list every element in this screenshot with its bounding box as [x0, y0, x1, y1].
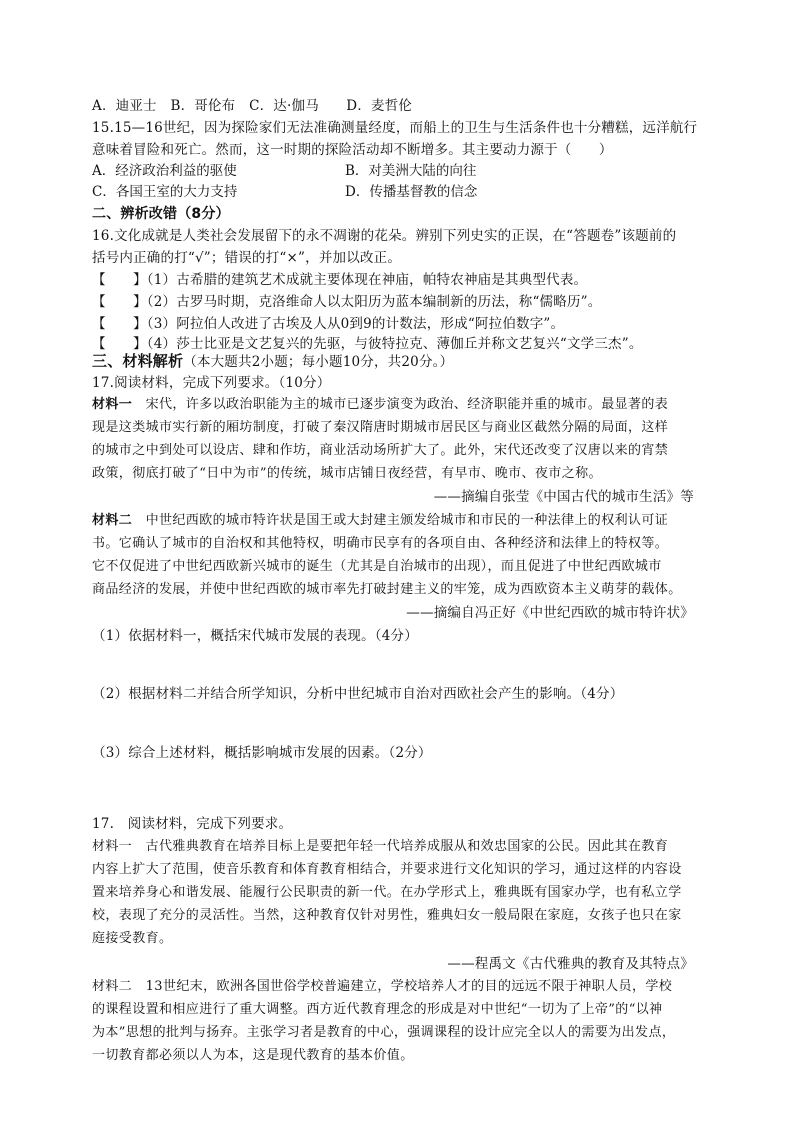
material2-line2: 书。它确认了城市的自治权和其他特权，明确市民享有的各项自由、各种经济和法律上的特权等。	[92, 536, 669, 551]
material2-line3: 它不仅促进了中世纪西欧新兴城市的诞生（尤其是自治城市的出现），而且促进了中世纪西欧城市	[92, 559, 662, 574]
q17b-material2-line3: 为本”思想的批判与扬弃。主张学习者是教育的中心，强调课程的设计应完全以人的需要为出发点，	[92, 1025, 676, 1040]
q15-option-c: C．各国王室的大力支持	[92, 184, 238, 200]
material2-line4: 商品经济的发展，并使中世纪西欧的城市率先打破封建主义的牢笼，成为西欧资本主义萌芽的载体。	[92, 582, 682, 597]
q16-item-2: 【 】（2）古罗马时期，克洛维命人以太阳历为蓝本编制新的历法，称“儒略历”。	[92, 294, 602, 310]
q17b-material1-label: 材料一	[92, 839, 133, 854]
q16-item-3: 【 】（3）阿拉伯人改进了古埃及人从0到9的计数法，形成“阿拉伯数字”。	[92, 316, 565, 332]
material1-line4: 政策，彻底打破了“日中为市”的传统，城市店铺日夜经营，有早市、晚市、夜市之称。	[92, 466, 602, 481]
q15-option-b: B．对美洲大陆的向往	[345, 163, 477, 179]
section3-title: 三、材料解析	[92, 352, 184, 370]
q17b-material1-line4: 校，表现了充分的灵活性。当然，这种教育仅针对男性，雅典妇女一般局限在家庭，女孩子也只在家	[92, 908, 682, 923]
q16-stem-line2: 括号内正确的打“√”；错误的打“×”，并加以改正。	[92, 250, 402, 266]
material1-line2: 现是这类城市实行新的厢坊制度，打破了秦汉隋唐时期城市居民区与商业区截然分隔的局面，这样	[92, 420, 669, 435]
q15-option-d: D．传播基督教的信念	[345, 184, 478, 200]
q17b-material2-line1: 材料二 13世纪末，欧洲各国世俗学校普遍建立，学校培养人才的目的远远不限于神职人员，学校	[92, 979, 673, 994]
q15-option-a: A．经济政治利益的驱使	[92, 163, 237, 179]
material1-label: 材料一	[92, 397, 133, 412]
section2-title: 二、辨析改错（8分）	[92, 206, 230, 222]
q17b-material2-line2: 的课程设置和相应进行了重大调整。西方近代教育理念的形成是对中世纪“一切为了上帝”的“以神	[92, 1002, 663, 1017]
material1-source: ——摘编自张莹《中国古代的城市生活》等	[433, 489, 694, 505]
q17b-material2-label: 材料二	[92, 979, 133, 994]
q16-stem-line1: 16.文化成就是人类社会发展留下的永不凋谢的花朵。辨别下列史实的正误，在“答题卷”该题前的	[92, 228, 677, 244]
material2-source: ——摘编自冯正好《中世纪西欧的城市特许状》	[406, 605, 694, 621]
q17-sub2: （2）根据材料二并结合所学知识，分析中世纪城市自治对西欧社会产生的影响。（4分）	[92, 686, 624, 702]
q17-intro: 17.阅读材料，完成下列要求。（10分）	[92, 375, 331, 391]
q17b-material1-line1: 材料一 古代雅典教育在培养目标上是要把年轻一代培养成服从和效忠国家的公民。因此其在教育	[92, 839, 669, 854]
q17-sub1: （1）依据材料一，概括宋代城市发展的表现。（4分）	[92, 628, 418, 644]
material1-line1: 材料一 宋代，许多以政治职能为主的城市已逐步演变为政治、经济职能并重的城市。最显著的表	[92, 397, 669, 412]
q16-item-4: 【 】（4）莎士比亚是文艺复兴的先驱，与彼特拉克、薄伽丘并称文艺复兴“文学三杰”。	[92, 336, 643, 352]
section3-note: （本大题共2小题；每小题10分，共20分。）	[183, 354, 454, 370]
q17b-material1-line3: 置来培养身心和谐发展、能履行公民职责的新一代。在办学形式上，雅典既有国家办学，也有私立学	[92, 885, 682, 900]
q15-stem-line1: 15.15—16世纪，因为探险家们无法准确测量经度，而船上的卫生与生活条件也十分糟糕，远洋航行	[92, 120, 698, 136]
q17b-material1-line2: 内容上扩大了范围，使音乐教育和体育教育相结合，并要求进行文化知识的学习，通过这样的内容设	[92, 862, 682, 877]
material1-line3: 的城市之中到处可以设店、肆和作坊，商业活动场所扩大了。此外，宋代还改变了汉唐以来的宵禁	[92, 443, 669, 458]
section3-heading	[92, 350, 453, 373]
q15-stem-line2: 意味着冒险和死亡。然而，这一时期的探险活动却不断增多。其主要动力源于（ ）	[92, 142, 613, 158]
q17b-material1-line5: 庭接受教育。	[92, 931, 173, 946]
q14-options: A．迪亚士 B．哥伦布 C．达·伽马 D．麦哲伦	[92, 98, 413, 114]
material2-label: 材料二	[92, 513, 133, 528]
q16-item-1: 【 】（1）古希腊的建筑艺术成就主要体现在神庙，帕特农神庙是其典型代表。	[92, 272, 588, 288]
q17b-material2-line4: 一切教育都必须以人为本，这是现代教育的基本价值。	[92, 1048, 414, 1063]
q17-sub3: （3）综合上述材料，概括影响城市发展的因素。（2分）	[92, 745, 432, 761]
q17b-intro: 17. 阅读材料，完成下列要求。	[92, 816, 293, 832]
material2-line1: 材料二 中世纪西欧的城市特许状是国王或大封建主颁发给城市和市民的一种法律上的权利认可证	[92, 513, 669, 528]
q17b-material1-source: ——程禹文《古代雅典的教育及其特点》	[447, 956, 694, 972]
